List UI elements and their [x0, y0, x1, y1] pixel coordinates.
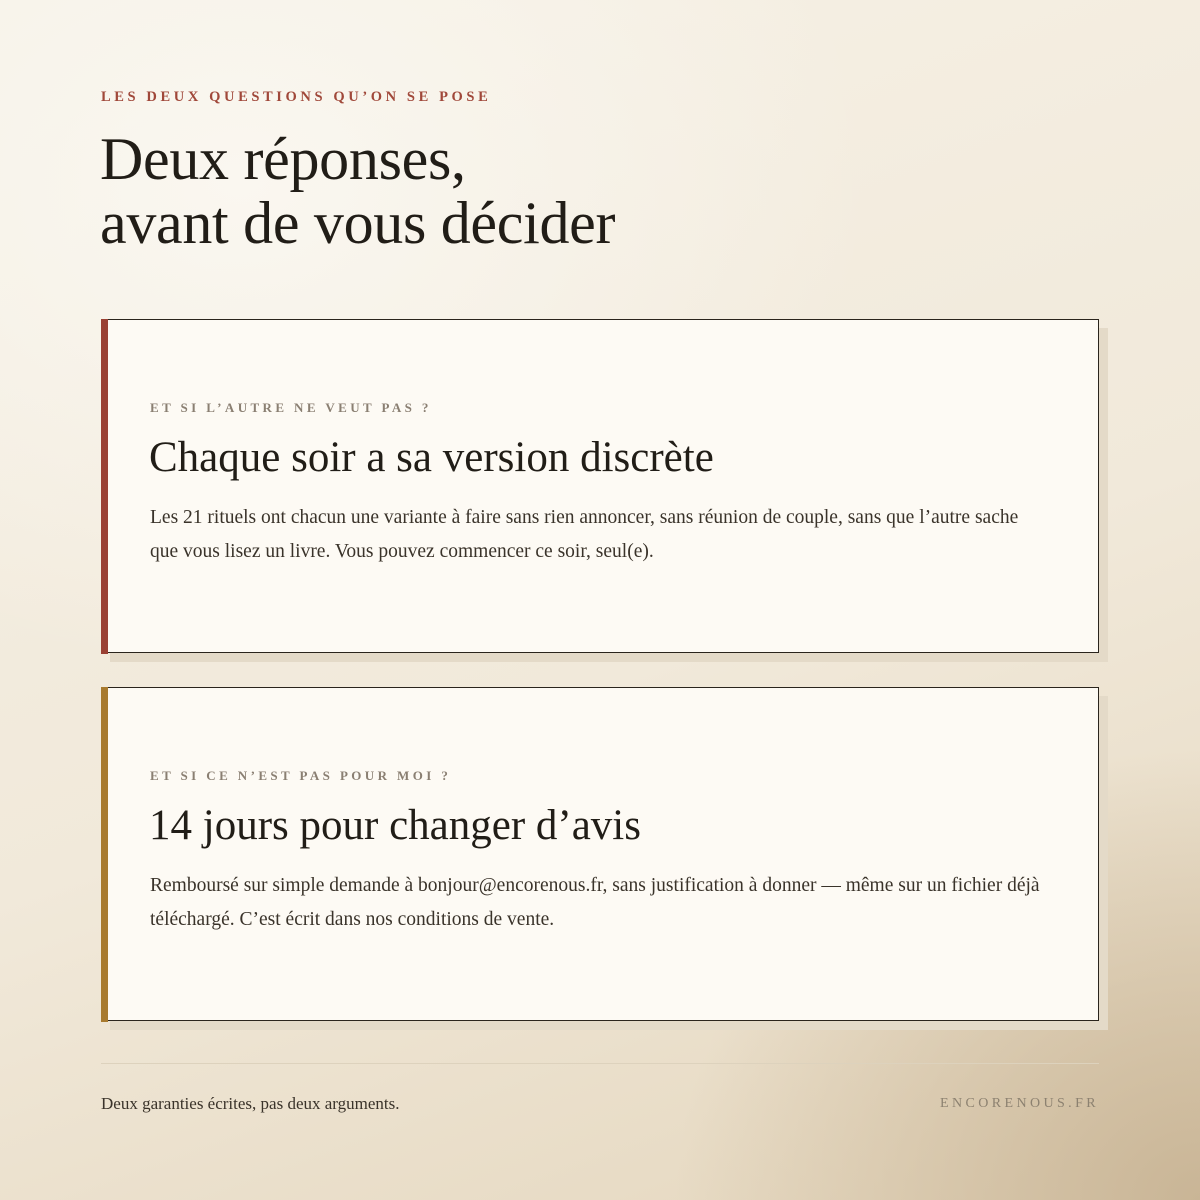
card-title: 14 jours pour changer d’avis: [149, 802, 641, 849]
card-body: Les 21 rituels ont chacun une variante à faire sans rien annoncer, sans réunion de couple, sans que l’autre sache que vous lisez un livre. Vous pouvez commencer ce soir, seul(e).: [150, 507, 1019, 562]
page-title-line-2: avant de vous décider: [100, 190, 616, 256]
faq-card-refund: [101, 687, 1099, 1021]
card-accent-bar: [101, 319, 108, 654]
card-accent-bar: [101, 687, 108, 1022]
card-kicker: ET SI L’AUTRE NE VEUT PAS ?: [150, 400, 432, 415]
section-eyebrow: LES DEUX QUESTIONS QU’ON SE POSE: [101, 89, 492, 105]
faq-card-partner: [101, 319, 1099, 653]
page-title-line-1: Deux réponses,: [100, 126, 466, 192]
card-body: Remboursé sur simple demande à bonjour@encorenous.fr, sans justification à donner — même sur un fichier déjà téléchargé. C’est écrit dans nos conditions de vente.: [150, 875, 1040, 930]
footer-tagline: Deux garanties écrites, pas deux arguments.: [101, 1094, 400, 1113]
card-title: Chaque soir a sa version discrète: [149, 434, 714, 481]
footer-divider: [101, 1063, 1099, 1064]
footer-site-link[interactable]: ENCORENOUS.FR: [940, 1096, 1099, 1111]
card-kicker: ET SI CE N’EST PAS POUR MOI ?: [150, 768, 452, 783]
page-title: [100, 127, 1000, 255]
